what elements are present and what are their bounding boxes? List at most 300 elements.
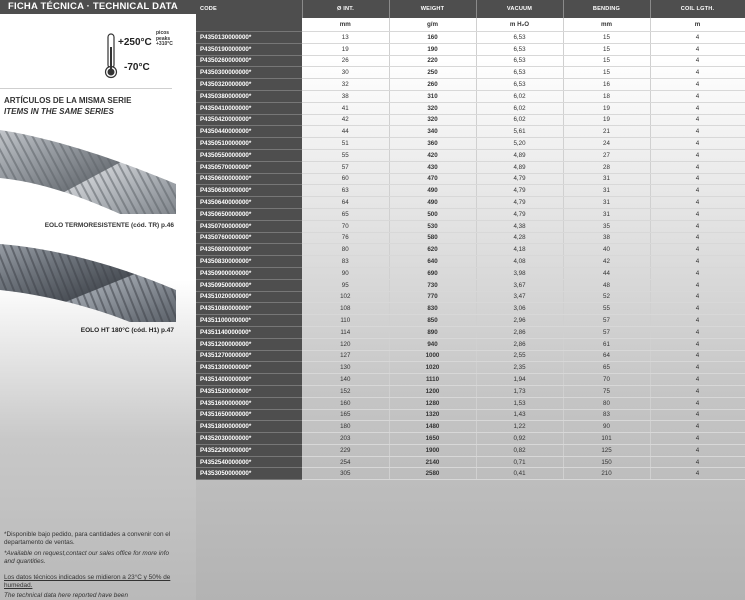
table-header-row (196, 0, 745, 18)
cell-code: P4350700000000* (196, 220, 302, 232)
cell-vacuum: 5,20 (476, 138, 563, 150)
cell-coil-length: 4 (650, 303, 745, 315)
table-row (196, 197, 745, 209)
cell-weight: 1200 (389, 385, 476, 397)
cell-vacuum: 4,38 (476, 220, 563, 232)
cell-bending: 48 (563, 279, 650, 291)
cell-code: P4352540000000* (196, 456, 302, 468)
cell-code: P4350950000000* (196, 279, 302, 291)
cell-weight: 530 (389, 220, 476, 232)
cell-weight: 250 (389, 67, 476, 79)
cell-coil-length: 4 (650, 433, 745, 445)
hose-image-h1 (0, 240, 176, 322)
cell-bending: 31 (563, 173, 650, 185)
cell-vacuum: 1,73 (476, 385, 563, 397)
cell-vacuum: 4,18 (476, 244, 563, 256)
cell-bending: 40 (563, 244, 650, 256)
cell-code: P4350830000000* (196, 256, 302, 268)
cell-coil-length: 4 (650, 362, 745, 374)
cell-vacuum: 0,71 (476, 456, 563, 468)
cell-code: P4351200000000* (196, 338, 302, 350)
cell-coil-length: 4 (650, 149, 745, 161)
cell-vacuum: 4,79 (476, 208, 563, 220)
cell-weight: 580 (389, 232, 476, 244)
technical-note-en-text: The technical data here reported have been (4, 592, 128, 599)
table-row (196, 244, 745, 256)
cell-weight: 1110 (389, 374, 476, 386)
technical-note-es: Los datos técnicos indicados se midieron a 23°C y 50% de humedad. (4, 574, 171, 589)
cell-diameter: 127 (302, 350, 389, 362)
cell-vacuum: 1,94 (476, 374, 563, 386)
cell-code: P4351100000000* (196, 315, 302, 327)
cell-weight: 940 (389, 338, 476, 350)
cell-bending: 21 (563, 126, 650, 138)
table-row (196, 79, 745, 91)
cell-code: P4350900000000* (196, 267, 302, 279)
cell-code: P4351080000000* (196, 303, 302, 315)
column-header-weight: WEIGHT (389, 0, 476, 18)
cell-coil-length: 4 (650, 244, 745, 256)
cell-code: P4350760000000* (196, 232, 302, 244)
cell-diameter: 42 (302, 114, 389, 126)
cell-vacuum: 6,02 (476, 90, 563, 102)
cell-bending: 83 (563, 409, 650, 421)
cell-diameter: 90 (302, 267, 389, 279)
table-row (196, 350, 745, 362)
availability-note-es: *Disponible bajo pedido, para cantidades a convenir con el departamento de ventas. (4, 531, 171, 546)
cell-bending: 52 (563, 291, 650, 303)
column-header-coil-length: COIL LGTH. (650, 0, 745, 18)
cell-bending: 75 (563, 385, 650, 397)
table-row (196, 456, 745, 468)
cell-vacuum: 2,86 (476, 326, 563, 338)
cell-coil-length: 4 (650, 385, 745, 397)
cell-weight: 1320 (389, 409, 476, 421)
cell-code: P4350600000000* (196, 173, 302, 185)
cell-weight: 260 (389, 79, 476, 91)
table-row (196, 114, 745, 126)
table-row (196, 326, 745, 338)
cell-weight: 490 (389, 197, 476, 209)
sidebar (0, 0, 196, 600)
cell-coil-length: 4 (650, 67, 745, 79)
table-row (196, 126, 745, 138)
table-row (196, 43, 745, 55)
table-row (196, 161, 745, 173)
cell-code: P4350630000000* (196, 185, 302, 197)
cell-diameter: 51 (302, 138, 389, 150)
cell-diameter: 229 (302, 444, 389, 456)
cell-code: P4353050000000* (196, 468, 302, 480)
cell-vacuum: 3,67 (476, 279, 563, 291)
table-row (196, 185, 745, 197)
table-row (196, 468, 745, 480)
cell-weight: 1020 (389, 362, 476, 374)
cell-vacuum: 1,22 (476, 421, 563, 433)
cell-coil-length: 4 (650, 374, 745, 386)
cell-diameter: 95 (302, 279, 389, 291)
table-row (196, 303, 745, 315)
cell-code: P4350300000000* (196, 67, 302, 79)
cell-code: P4351270000000* (196, 350, 302, 362)
cell-diameter: 120 (302, 338, 389, 350)
unit-cell: g/m (389, 18, 476, 32)
cell-weight: 730 (389, 279, 476, 291)
cell-diameter: 13 (302, 32, 389, 44)
cell-coil-length: 4 (650, 102, 745, 114)
cell-bending: 38 (563, 232, 650, 244)
unit-cell: mm (563, 18, 650, 32)
cell-bending: 15 (563, 32, 650, 44)
cell-coil-length: 4 (650, 208, 745, 220)
table-row (196, 362, 745, 374)
table-row (196, 55, 745, 67)
cell-bending: 210 (563, 468, 650, 480)
cell-code: P4350380000000* (196, 90, 302, 102)
cell-bending: 35 (563, 220, 650, 232)
cell-diameter: 65 (302, 208, 389, 220)
peaks-line: peaks (156, 35, 171, 42)
cell-code: P4350420000000* (196, 114, 302, 126)
cell-vacuum: 4,89 (476, 149, 563, 161)
cell-diameter: 165 (302, 409, 389, 421)
column-header-diameter: Ø INT. (302, 0, 389, 18)
cell-coil-length: 4 (650, 32, 745, 44)
table-row (196, 421, 745, 433)
cell-weight: 640 (389, 256, 476, 268)
cell-code: P4350570000000* (196, 161, 302, 173)
cell-diameter: 26 (302, 55, 389, 67)
cell-bending: 24 (563, 138, 650, 150)
table-row (196, 315, 745, 327)
cell-code: P4351800000000* (196, 421, 302, 433)
cell-vacuum: 4,89 (476, 161, 563, 173)
cell-weight: 340 (389, 126, 476, 138)
cell-code: P4351140000000* (196, 326, 302, 338)
cell-diameter: 160 (302, 397, 389, 409)
cell-weight: 470 (389, 173, 476, 185)
cell-code: P4350410000000* (196, 102, 302, 114)
cell-bending: 19 (563, 114, 650, 126)
cell-weight: 2580 (389, 468, 476, 480)
cell-diameter: 60 (302, 173, 389, 185)
cell-vacuum: 6,53 (476, 79, 563, 91)
cell-bending: 15 (563, 43, 650, 55)
cell-bending: 18 (563, 90, 650, 102)
units-row (196, 18, 745, 32)
cell-bending: 28 (563, 161, 650, 173)
cell-code: P4351600000000* (196, 397, 302, 409)
cell-vacuum: 2,55 (476, 350, 563, 362)
peaks-line: +310°C (156, 41, 173, 47)
cell-weight: 490 (389, 185, 476, 197)
cell-weight: 1280 (389, 397, 476, 409)
cell-diameter: 114 (302, 326, 389, 338)
cell-diameter: 254 (302, 456, 389, 468)
cell-code: P4351650000000* (196, 409, 302, 421)
cell-weight: 430 (389, 161, 476, 173)
cell-weight: 770 (389, 291, 476, 303)
cell-diameter: 38 (302, 90, 389, 102)
cell-vacuum: 3,47 (476, 291, 563, 303)
unit-cell: mm (302, 18, 389, 32)
cell-coil-length: 4 (650, 90, 745, 102)
cell-weight: 890 (389, 326, 476, 338)
column-header-vacuum: VACUUM (476, 0, 563, 18)
cell-coil-length: 4 (650, 444, 745, 456)
cell-bending: 70 (563, 374, 650, 386)
availability-note-en (4, 550, 174, 565)
cell-bending: 27 (563, 149, 650, 161)
cell-coil-length: 4 (650, 126, 745, 138)
table-row (196, 385, 745, 397)
cell-weight: 830 (389, 303, 476, 315)
divider (0, 88, 172, 89)
cell-coil-length: 4 (650, 468, 745, 480)
cell-coil-length: 4 (650, 220, 745, 232)
cell-diameter: 108 (302, 303, 389, 315)
cell-diameter: 41 (302, 102, 389, 114)
cell-vacuum: 0,92 (476, 433, 563, 445)
table-row (196, 149, 745, 161)
cell-coil-length: 4 (650, 43, 745, 55)
cell-diameter: 30 (302, 67, 389, 79)
table-row (196, 208, 745, 220)
unit-cell: m (650, 18, 745, 32)
cell-diameter: 152 (302, 385, 389, 397)
cell-bending: 31 (563, 197, 650, 209)
table-row (196, 173, 745, 185)
cell-vacuum: 4,08 (476, 256, 563, 268)
cell-coil-length: 4 (650, 114, 745, 126)
cell-vacuum: 1,43 (476, 409, 563, 421)
cell-coil-length: 4 (650, 138, 745, 150)
cell-diameter: 130 (302, 362, 389, 374)
technical-data-table (196, 0, 745, 480)
availability-note-en-text: *Available on request,contact our sales office for more info and quantities. (4, 550, 170, 565)
table-row (196, 256, 745, 268)
cell-diameter: 140 (302, 374, 389, 386)
cell-vacuum: 6,02 (476, 114, 563, 126)
cell-code: P4351400000000* (196, 374, 302, 386)
cell-bending: 16 (563, 79, 650, 91)
cell-code: P4350650000000* (196, 208, 302, 220)
cell-bending: 42 (563, 256, 650, 268)
cell-diameter: 57 (302, 161, 389, 173)
cell-bending: 57 (563, 326, 650, 338)
cell-code: P4350800000000* (196, 244, 302, 256)
cell-code: P4350190000000* (196, 43, 302, 55)
cell-vacuum: 2,96 (476, 315, 563, 327)
cell-coil-length: 4 (650, 350, 745, 362)
cell-weight: 310 (389, 90, 476, 102)
cell-vacuum: 2,86 (476, 338, 563, 350)
table-row (196, 232, 745, 244)
table-row (196, 397, 745, 409)
cell-weight: 360 (389, 138, 476, 150)
cell-vacuum: 6,53 (476, 67, 563, 79)
table-row (196, 220, 745, 232)
cell-vacuum: 3,98 (476, 267, 563, 279)
cell-bending: 101 (563, 433, 650, 445)
cell-diameter: 32 (302, 79, 389, 91)
cell-diameter: 44 (302, 126, 389, 138)
cell-vacuum: 6,53 (476, 43, 563, 55)
cell-weight: 690 (389, 267, 476, 279)
cell-weight: 850 (389, 315, 476, 327)
cell-weight: 320 (389, 114, 476, 126)
cell-bending: 150 (563, 456, 650, 468)
cell-weight: 1650 (389, 433, 476, 445)
table-row (196, 102, 745, 114)
cell-vacuum: 4,79 (476, 185, 563, 197)
max-temperature: +250°C (118, 37, 152, 48)
cell-bending: 125 (563, 444, 650, 456)
cell-code: P4350510000000* (196, 138, 302, 150)
technical-data-header: FICHA TÉCNICA · TECHNICAL DATA (0, 0, 196, 14)
cell-weight: 1900 (389, 444, 476, 456)
cell-vacuum: 4,79 (476, 197, 563, 209)
cell-weight: 2140 (389, 456, 476, 468)
cell-diameter: 102 (302, 291, 389, 303)
cell-vacuum: 6,53 (476, 55, 563, 67)
cell-vacuum: 5,61 (476, 126, 563, 138)
cell-vacuum: 6,02 (476, 102, 563, 114)
hose-image-tr (0, 122, 176, 214)
cell-coil-length: 4 (650, 197, 745, 209)
cell-coil-length: 4 (650, 55, 745, 67)
cell-weight: 160 (389, 32, 476, 44)
cell-coil-length: 4 (650, 161, 745, 173)
table-row (196, 267, 745, 279)
product-caption-tr: EOLO TERMORESISTENTE (cód. TR) p.46 (44, 222, 174, 229)
cell-code: P4350320000000* (196, 79, 302, 91)
cell-diameter: 305 (302, 468, 389, 480)
table-row (196, 90, 745, 102)
cell-diameter: 180 (302, 421, 389, 433)
cell-bending: 80 (563, 397, 650, 409)
cell-code: P4350130000000* (196, 32, 302, 44)
cell-weight: 500 (389, 208, 476, 220)
cell-bending: 90 (563, 421, 650, 433)
cell-weight: 620 (389, 244, 476, 256)
table-row (196, 374, 745, 386)
cell-weight: 1000 (389, 350, 476, 362)
table-row (196, 444, 745, 456)
cell-code: P4350440000000* (196, 126, 302, 138)
cell-coil-length: 4 (650, 326, 745, 338)
cell-coil-length: 4 (650, 279, 745, 291)
product-caption-h1: EOLO HT 180°C (cód. H1) p.47 (80, 327, 174, 334)
thermometer-icon (104, 33, 118, 79)
cell-vacuum: 1,53 (476, 397, 563, 409)
cell-coil-length: 4 (650, 456, 745, 468)
cell-bending: 44 (563, 267, 650, 279)
cell-vacuum: 6,53 (476, 32, 563, 44)
cell-bending: 57 (563, 315, 650, 327)
cell-diameter: 76 (302, 232, 389, 244)
cell-coil-length: 4 (650, 291, 745, 303)
cell-coil-length: 4 (650, 397, 745, 409)
cell-code: P4352290000000* (196, 444, 302, 456)
cell-weight: 220 (389, 55, 476, 67)
column-header-bending: BENDING (563, 0, 650, 18)
cell-diameter: 70 (302, 220, 389, 232)
table-row (196, 279, 745, 291)
cell-coil-length: 4 (650, 421, 745, 433)
cell-bending: 55 (563, 303, 650, 315)
cell-diameter: 63 (302, 185, 389, 197)
series-title-en: ITEMS IN THE SAME SERIES (4, 107, 114, 116)
cell-vacuum: 3,06 (476, 303, 563, 315)
cell-vacuum: 4,79 (476, 173, 563, 185)
table-row (196, 433, 745, 445)
cell-coil-length: 4 (650, 315, 745, 327)
cell-coil-length: 4 (650, 79, 745, 91)
cell-weight: 190 (389, 43, 476, 55)
cell-diameter: 64 (302, 197, 389, 209)
cell-vacuum: 4,28 (476, 232, 563, 244)
cell-code: P4350260000000* (196, 55, 302, 67)
peaks-note (156, 31, 173, 48)
cell-coil-length: 4 (650, 185, 745, 197)
cell-coil-length: 4 (650, 338, 745, 350)
table-row (196, 32, 745, 44)
cell-code: P4352030000000* (196, 433, 302, 445)
cell-diameter: 19 (302, 43, 389, 55)
cell-bending: 31 (563, 185, 650, 197)
cell-code: P4351520000000* (196, 385, 302, 397)
cell-weight: 320 (389, 102, 476, 114)
cell-code: P4351020000000* (196, 291, 302, 303)
cell-coil-length: 4 (650, 267, 745, 279)
cell-vacuum: 0,41 (476, 468, 563, 480)
cell-code: P4350640000000* (196, 197, 302, 209)
technical-note-en (4, 592, 174, 600)
table-row (196, 338, 745, 350)
cell-bending: 15 (563, 55, 650, 67)
unit-cell (196, 18, 302, 32)
peaks-line: picos (156, 30, 170, 36)
table-row (196, 409, 745, 421)
cell-bending: 31 (563, 208, 650, 220)
cell-bending: 61 (563, 338, 650, 350)
table-row (196, 138, 745, 150)
table-row (196, 67, 745, 79)
table-row (196, 291, 745, 303)
cell-bending: 15 (563, 67, 650, 79)
cell-vacuum: 2,35 (476, 362, 563, 374)
cell-code: P4350550000000* (196, 149, 302, 161)
table-body (196, 18, 745, 480)
cell-bending: 65 (563, 362, 650, 374)
min-temperature: -70°C (124, 62, 150, 73)
cell-diameter: 110 (302, 315, 389, 327)
cell-bending: 19 (563, 102, 650, 114)
cell-coil-length: 4 (650, 409, 745, 421)
unit-cell: m H₂O (476, 18, 563, 32)
series-title-es: ARTÍCULOS DE LA MISMA SERIE (4, 96, 132, 105)
cell-bending: 64 (563, 350, 650, 362)
technical-table-area (196, 0, 745, 600)
cell-coil-length: 4 (650, 256, 745, 268)
cell-diameter: 55 (302, 149, 389, 161)
column-header-code: CODE (196, 0, 302, 18)
cell-diameter: 83 (302, 256, 389, 268)
cell-coil-length: 4 (650, 232, 745, 244)
cell-diameter: 80 (302, 244, 389, 256)
cell-weight: 420 (389, 149, 476, 161)
